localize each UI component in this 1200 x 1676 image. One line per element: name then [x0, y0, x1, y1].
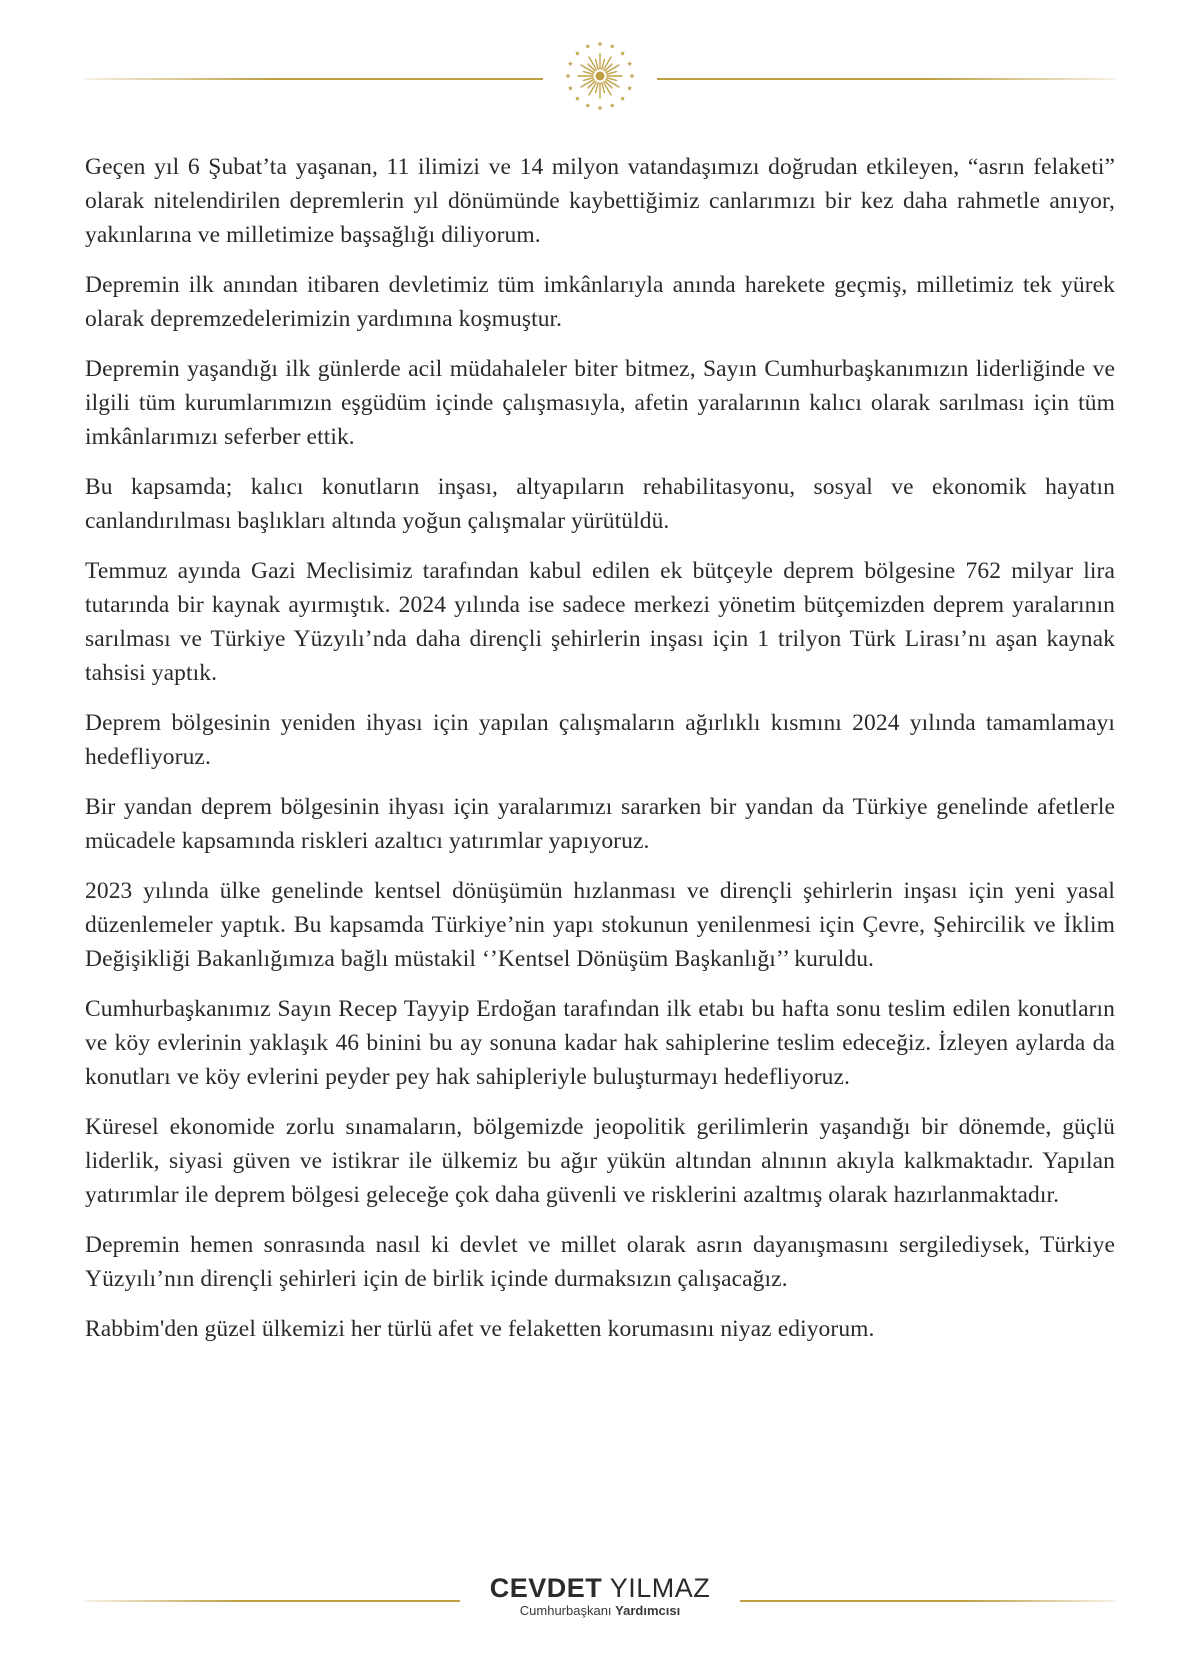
signatory-first-name: CEVDET [489, 1573, 603, 1603]
seal-star-icon [598, 105, 603, 110]
paragraph: Bu kapsamda; kalıcı konutların inşası, altyapıların rehabilitasyonu, sosyal ve ekonomik hayatın canlandırılması başlıkları altında yoğun çalışmalar yürütüldü. [85, 474, 1115, 534]
seal-star-icon [585, 103, 590, 108]
paragraph: Rabbim'den güzel ülkemizi her türlü afet ve felaketten korumasını niyaz ediyorum. [85, 1316, 875, 1342]
paragraph: Geçen yıl 6 Şubat’ta yaşanan, 11 ilimizi ve 14 milyon vatandaşımızı doğrudan etkileyen, “asrın felaketi” olarak nitelendirilen depremlerin yıl dönümünde kaybettiğimiz canlarımızı bir kez daha rahmetle anıyor, yakınlarına ve milletimize başsağlığı diliyorum. [85, 154, 1115, 248]
paragraph: Depremin yaşandığı ilk günlerde acil müdahaleler biter bitmez, Sayın Cumhurbaşkanımızın liderliğinde ve ilgili tüm kurumlarımızın eşgüdüm içinde çalışmasıyla, afetin yaralarının kalıcı olarak sarılması için tüm imkânlarımızı seferber ettik. [85, 356, 1115, 450]
seal-star-icon [598, 41, 603, 46]
seal-star-icon [630, 73, 635, 78]
seal-star-icon [568, 86, 573, 91]
seal-star-icon [627, 61, 632, 66]
signature-block [85, 1565, 1115, 1625]
letter-body [85, 150, 1115, 1362]
seal-star-icon [620, 96, 625, 101]
header-rule-right [657, 78, 1115, 80]
seal-star-icon [627, 86, 632, 91]
seal-star-icon [610, 103, 615, 108]
presidential-seal-icon [562, 38, 638, 114]
signatory-name [480, 1573, 720, 1603]
signatory-last-name: YILMAZ [609, 1573, 711, 1603]
signatory-title-part1: Cumhurbaşkanı [519, 1603, 612, 1618]
signature [480, 1573, 720, 1619]
signatory-title [480, 1603, 720, 1619]
seal-star-icon [620, 51, 625, 56]
signatory-title-part2: Yardımcısı [615, 1603, 681, 1618]
seal-star-icon [575, 51, 580, 56]
seal-star-icon [568, 61, 573, 66]
paragraph: Deprem bölgesinin yeniden ihyası için yapılan çalışmaların ağırlıklı kısmını 2024 yılında tamamlamayı hedefliyoruz. [85, 710, 1115, 770]
paragraph: Temmuz ayında Gazi Meclisimiz tarafından kabul edilen ek bütçeyle deprem bölgesine 762 milyar lira tutarında bir kaynak ayırmıştık. 2024 yılında ise sadece merkezi yönetim bütçemizden deprem yaralarının sarılması ve Türkiye Yüzyılı’nda daha dirençli şehirlerin inşası için 1 trilyon Türk Lirası’nı aşan kaynak tahsisi yaptık. [85, 558, 1115, 686]
paragraph: Depremin ilk anından itibaren devletimiz tüm imkânlarıyla anında harekete geçmiş, milletimiz tek yürek olarak depremzedelerimizin yardımına koşmuştur. [85, 272, 1115, 332]
letterhead [85, 38, 1115, 128]
paragraph: 2023 yılında ülke genelinde kentsel dönüşümün hızlanması ve dirençli şehirlerin inşası için yeni yasal düzenlemeler yaptık. Bu kapsamda Türkiye’nin yapı stokunun yenilenmesi için Çevre, Şehircilik ve İklim Değişikliği Bakanlığımıza bağlı müstakil ‘’Kentsel Dönüşüm Başkanlığı’’ kuruldu. [85, 878, 1115, 972]
paragraph: Bir yandan deprem bölgesinin ihyası için yaralarımızı sararken bir yandan da Türkiye genelinde afetlerle mücadele kapsamında riskleri azaltıcı yatırımlar yapıyoruz. [85, 794, 1115, 854]
seal-star-icon [585, 44, 590, 49]
footer-rule-left [85, 1600, 460, 1602]
footer-rule-right [740, 1600, 1115, 1602]
paragraph: Küresel ekonomide zorlu sınamaların, bölgemizde jeopolitik gerilimlerin yaşandığı bir dönemde, güçlü liderlik, siyasi güven ve istikrar ile ülkemiz bu ağır yükün altından alnının akıyla kalkmaktadır. Yapılan yatırımlar ile deprem bölgesi geleceğe çok daha güvenli ve risklerini azaltmış olarak hazırlanmaktadır. [85, 1114, 1115, 1208]
seal-star-icon [610, 44, 615, 49]
paragraph: Cumhurbaşkanımız Sayın Recep Tayyip Erdoğan tarafından ilk etabı bu hafta sonu teslim edilen konutların ve köy evlerinin yaklaşık 46 binini bu ay sonuna kadar hak sahiplerine teslim edeceğiz. İzleyen aylarda da konutları ve köy evlerini peyder pey hak sahipleriyle buluşturmayı hedefliyoruz. [85, 996, 1115, 1090]
header-rule-left [85, 78, 543, 80]
paragraph: Depremin hemen sonrasında nasıl ki devlet ve millet olarak asrın dayanışmasını sergilediysek, Türkiye Yüzyılı’nın dirençli şehirleri için de birlik içinde durmaksızın çalışacağız. [85, 1232, 1115, 1292]
seal-star-icon [575, 96, 580, 101]
seal-star-icon [566, 73, 571, 78]
